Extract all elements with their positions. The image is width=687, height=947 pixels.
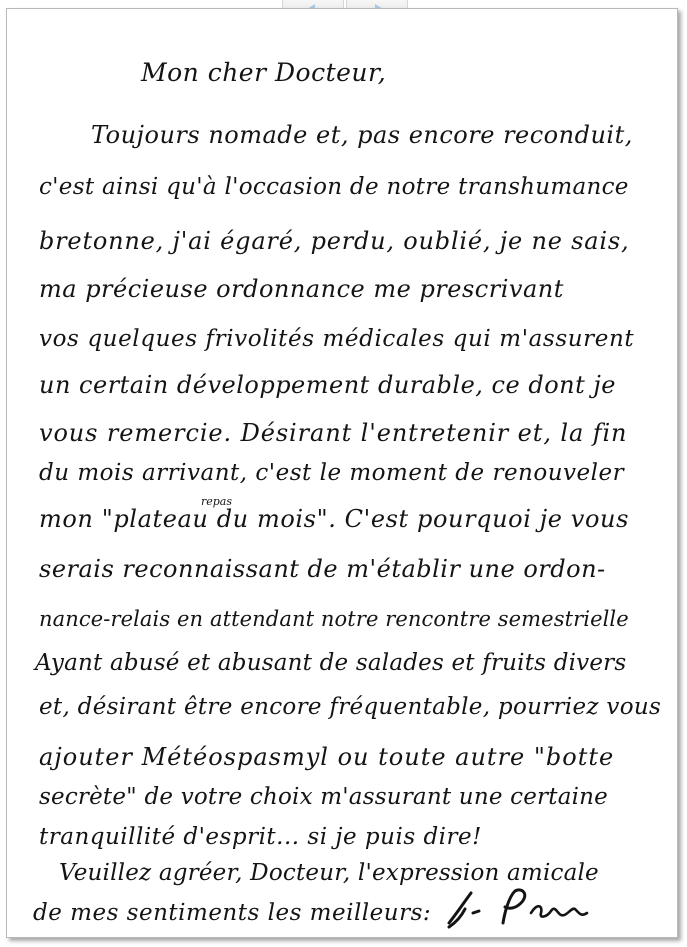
letter-line: secrète" de votre choix m'assurant une certaine — [39, 784, 608, 810]
letter-salutation: Mon cher Docteur, — [141, 58, 387, 87]
handwritten-signature — [443, 883, 593, 931]
letter-line: vos quelques frivolités médicales qui m'assurent — [39, 326, 635, 352]
letter-line: ma précieuse ordonnance me prescrivant — [39, 275, 564, 303]
letter-line: tranquillité d'esprit... si je puis dire! — [39, 824, 482, 850]
letter-line: bretonne, j'ai égaré, perdu, oublié, je ne sais, — [39, 227, 630, 255]
letter-line: nance-relais en attendant notre rencontre semestrielle — [39, 607, 629, 631]
inserted-word: repas — [201, 495, 233, 508]
closing-line: de mes sentiments les meilleurs: — [33, 900, 432, 926]
letter-line: Ayant abusé et abusant de salades et fruits divers — [35, 650, 627, 676]
letter-line: ajouter Météospasmyl ou toute autre "botte — [39, 743, 615, 771]
handwritten-letter — [7, 9, 679, 939]
letter-line: du mois arrivant, c'est le moment de renouveler — [39, 460, 625, 486]
letter-line: un certain développement durable, ce dont je — [39, 371, 617, 399]
closing-line: Veuillez agréer, Docteur, l'expression amicale — [59, 860, 599, 886]
letter-line: c'est ainsi qu'à l'occasion de notre transhumance — [39, 174, 629, 200]
letter-line: et, désirant être encore fréquentable, pourriez vous — [39, 694, 662, 720]
letter-line: Toujours nomade et, pas encore reconduit, — [91, 121, 633, 149]
letter-line: vous remercie. Désirant l'entretenir et, la fin — [39, 419, 628, 447]
letter-line: mon "plateau du mois". C'est pourquoi je vous — [39, 505, 629, 533]
document-page — [6, 8, 678, 938]
letter-line: serais reconnaissant de m'établir une ordon- — [39, 555, 606, 583]
